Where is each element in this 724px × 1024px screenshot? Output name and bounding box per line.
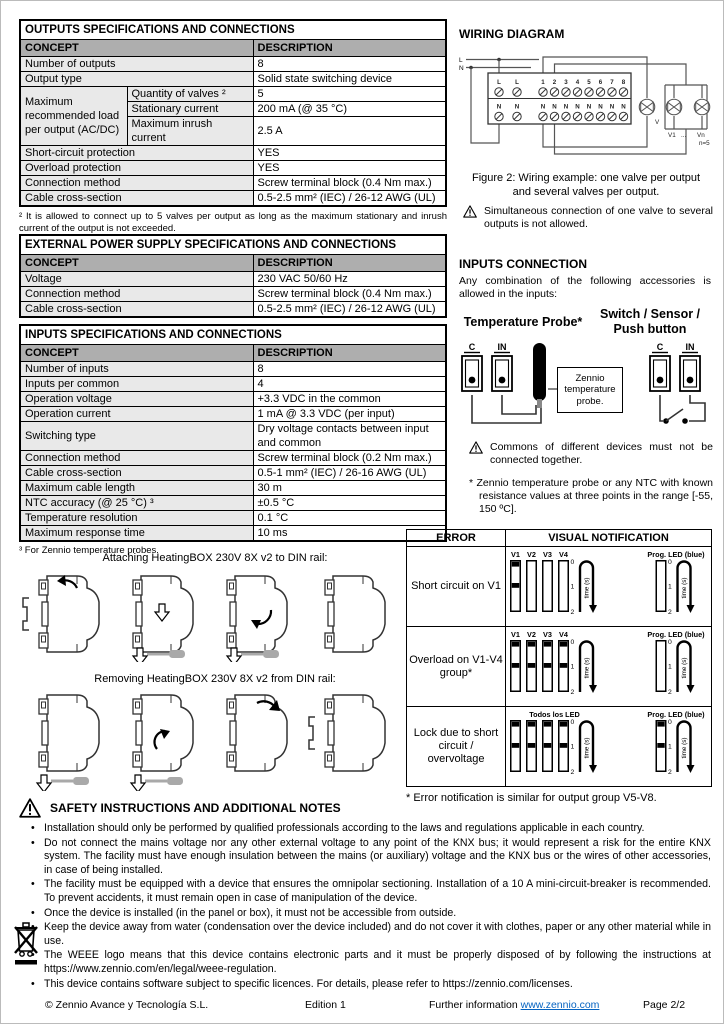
spec-cell: Maximum recommended load per output (AC/DC) — [20, 87, 127, 146]
table-row — [20, 451, 446, 466]
din-remove-figure — [19, 687, 407, 791]
spec-cell: 4 — [253, 377, 446, 392]
outputs-footnote: ² It is allowed to connect up to 5 valves per output as long as the maximum stationary and inrush current of the output is not exceeded. — [19, 211, 447, 234]
svg-text:N: N — [586, 103, 592, 111]
svg-text:time (s): time (s) — [681, 577, 688, 599]
spec-cell: ±0.5 °C — [253, 496, 446, 511]
spec-cell: Quantity of valves ² — [127, 87, 253, 102]
spec-cell: Voltage — [20, 272, 253, 287]
wiring-diagram-figure — [459, 47, 713, 165]
led-diagram-prog — [645, 629, 707, 704]
n5-label: n=5 — [699, 140, 710, 147]
right-column — [459, 1, 713, 521]
warning-triangle-icon — [463, 205, 477, 218]
svg-text:L: L — [497, 79, 501, 86]
svg-text:2: 2 — [570, 689, 575, 696]
svg-text:V2: V2 — [527, 550, 536, 559]
warning-triangle-icon — [19, 798, 41, 818]
safety-bullet: • This device contains software subject to specific licences. For details, please refer to https://zennio.com/licenses. — [31, 978, 711, 992]
n-feed-label: N — [459, 65, 464, 72]
table-row — [20, 496, 446, 511]
spec-cell: 1 mA @ 3.3 VDC (per input) — [253, 407, 446, 422]
svg-text:1: 1 — [570, 663, 575, 671]
spec-cell: YES — [253, 146, 446, 161]
spec-cell: +3.3 VDC in the common — [253, 392, 446, 407]
din-device — [227, 576, 287, 652]
svg-text:0: 0 — [668, 559, 672, 566]
svg-text:2: 2 — [668, 689, 672, 696]
svg-text:4: 4 — [575, 79, 580, 86]
svg-text:1: 1 — [541, 79, 545, 86]
safety-heading: SAFETY INSTRUCTIONS AND ADDITIONAL NOTES — [50, 801, 341, 815]
din-rail-profile — [23, 598, 29, 630]
spec-cell: Maximum response time — [20, 526, 253, 542]
spec-cell: 8 — [253, 57, 446, 72]
error-label: Short circuit on V1 — [407, 547, 506, 627]
wiring-warning-note: Simultaneous connection of one valve to several outputs is not allowed. — [463, 205, 713, 231]
valve-v1-label: V1 — [668, 132, 676, 139]
table-row — [20, 481, 446, 496]
din-rail-section — [19, 552, 411, 796]
column-header: DESCRIPTION — [253, 40, 446, 57]
temperature-probe-title: Temperature Probe* — [463, 315, 583, 329]
svg-text:2: 2 — [570, 609, 575, 616]
column-header: CONCEPT — [20, 345, 253, 362]
table-row — [20, 302, 446, 318]
table-row — [20, 466, 446, 481]
spec-cell: Stationary current — [127, 102, 253, 117]
safety-bullet: • Installation should only be performed by qualified professionals according to the laws and regulations applicable in each country. — [31, 822, 711, 836]
error-notification-table — [406, 529, 712, 787]
screw-terminal-icon — [492, 356, 512, 391]
inputs-connection-intro: Any combination of the following accessories is allowed in the inputs: — [459, 275, 711, 300]
table-row — [407, 547, 712, 627]
table-row — [20, 407, 446, 422]
svg-text:3: 3 — [564, 79, 568, 86]
error-notification-section — [406, 529, 714, 804]
din-device — [39, 695, 99, 771]
zennio-website-link[interactable]: www.zennio.com — [520, 999, 600, 1011]
wiring-diagram-heading: WIRING DIAGRAM — [459, 27, 565, 41]
spec-cell: 200 mA (@ 35 °C) — [253, 102, 446, 117]
spec-cell: Connection method — [20, 451, 253, 466]
din-attach-caption: Attaching HeatingBOX 230V 8X v2 to DIN rail: — [102, 552, 328, 564]
inputs-spec-section — [19, 324, 447, 557]
error-label: Overload on V1-V4 group* — [407, 627, 506, 707]
safety-bullet: • The WEEE logo means that this device contains electronic parts and it must be properly disposed of by following the instructions at https://www.zennio.com/en/legal/weee-regulation. — [31, 949, 711, 976]
safety-bullet: • The facility must be equipped with a device that ensures the omnipolar sectioning. Installation of a 10 A mini-circuit-breaker is recommended. To prevent accidents, it must remain open in case of manipulation of the device. — [31, 878, 711, 905]
power-table-title: EXTERNAL POWER SUPPLY SPECIFICATIONS AND CONNECTIONS — [20, 235, 446, 255]
table-row — [407, 707, 712, 787]
switch-contact — [682, 418, 688, 424]
led-diagram-valves — [510, 549, 599, 624]
spec-cell: Temperature resolution — [20, 511, 253, 526]
svg-text:V1: V1 — [511, 550, 520, 559]
table-row — [20, 161, 446, 176]
spec-cell: NTC accuracy (@ 25 °C) ³ — [20, 496, 253, 511]
table-row — [20, 146, 446, 161]
spec-cell: Screw terminal block (0.2 Nm max.) — [253, 451, 446, 466]
svg-text:0: 0 — [570, 639, 575, 646]
probe-footnote: * Zennio temperature probe or any NTC with known resistance values at three points in the range [-55, 150 ºC]. — [469, 477, 713, 515]
spec-cell: Cable cross-section — [20, 191, 253, 207]
probe-box-label: Zennio temperature probe. — [557, 367, 623, 413]
spec-cell: Cable cross-section — [20, 302, 253, 318]
svg-text:time (s): time (s) — [681, 657, 688, 679]
c-terminal-label: C — [468, 342, 476, 352]
svg-text:2: 2 — [668, 769, 672, 776]
safety-bullet-list — [19, 822, 711, 991]
spec-cell: 5 — [253, 87, 446, 102]
svg-text:time (s): time (s) — [583, 737, 591, 759]
svg-text:2: 2 — [570, 769, 575, 776]
spec-cell: Screw terminal block (0.4 Nm max.) — [253, 287, 446, 302]
svg-text:V2: V2 — [527, 630, 536, 639]
svg-text:V4: V4 — [559, 550, 568, 559]
screw-terminal-icon — [650, 356, 670, 391]
table-row — [20, 377, 446, 392]
outputs-spec-table — [19, 19, 447, 207]
spec-cell: 2.5 A — [253, 117, 446, 146]
table-row — [20, 392, 446, 407]
svg-text:V3: V3 — [543, 630, 552, 639]
svg-text:time (s): time (s) — [583, 657, 591, 679]
svg-text:6: 6 — [598, 79, 603, 86]
spec-cell: Connection method — [20, 287, 253, 302]
table-row — [20, 176, 446, 191]
inputs-connection-heading: INPUTS CONNECTION — [459, 257, 588, 271]
probe-icon — [533, 343, 546, 401]
svg-text:7: 7 — [610, 79, 614, 86]
spec-cell: 0.5-1 mm² (IEC) / 26-16 AWG (UL) — [253, 466, 446, 481]
spec-cell: Output type — [20, 72, 253, 87]
spec-cell: Connection method — [20, 176, 253, 191]
footer-further-info: Further information www.zennio.com — [429, 999, 600, 1011]
spec-cell: 230 VAC 50/60 Hz — [253, 272, 446, 287]
spec-cell: 0.1 °C — [253, 511, 446, 526]
svg-text:N: N — [575, 103, 580, 111]
spec-cell: Operation current — [20, 407, 253, 422]
valve-v-label: V — [655, 119, 660, 126]
outputs-table-title: OUTPUTS SPECIFICATIONS AND CONNECTIONS — [20, 20, 446, 40]
valve-icon — [694, 99, 709, 114]
svg-text:N: N — [514, 103, 520, 111]
screw-terminal-icon — [680, 356, 700, 391]
svg-text:V1: V1 — [511, 630, 520, 639]
svg-text:8: 8 — [621, 79, 626, 86]
led-diagram-prog — [645, 709, 707, 784]
din-rail-profile — [309, 717, 315, 749]
spec-cell: 10 ms — [253, 526, 446, 542]
weee-bin-icon — [13, 921, 39, 967]
spec-cell: 30 m — [253, 481, 446, 496]
svg-text:0: 0 — [668, 639, 672, 646]
spec-cell: 0.5-2.5 mm² (IEC) / 26-12 AWG (UL) — [253, 191, 446, 207]
svg-text:time (s): time (s) — [681, 737, 688, 759]
spec-cell: Short-circuit protection — [20, 146, 253, 161]
svg-text:N: N — [621, 103, 626, 111]
safety-bullet: • Keep the device away from water (condensation over the device included) and do not cover it with clothes, paper or any other material while in use. — [31, 921, 711, 948]
column-header: CONCEPT — [20, 255, 253, 272]
table-row — [20, 287, 446, 302]
column-header: DESCRIPTION — [253, 255, 446, 272]
spec-cell: Number of inputs — [20, 362, 253, 377]
svg-text:5: 5 — [587, 79, 591, 86]
spec-cell: Cable cross-section — [20, 466, 253, 481]
spec-cell: Number of outputs — [20, 57, 253, 72]
table-row — [20, 72, 446, 87]
svg-text:V3: V3 — [543, 550, 552, 559]
svg-text:N: N — [540, 103, 546, 111]
commons-warning-note: Commons of different devices must not be connected together. — [469, 441, 713, 467]
svg-text:1: 1 — [570, 743, 575, 751]
power-spec-section — [19, 234, 447, 318]
svg-text:Todos los LED: Todos los LED — [529, 710, 580, 719]
svg-text:N: N — [552, 103, 557, 111]
accessory-headings — [459, 307, 713, 337]
spec-cell: Maximum inrush current — [127, 117, 253, 146]
svg-text:N: N — [609, 103, 615, 111]
footer-page-number: Page 2/2 — [643, 999, 686, 1011]
spec-cell: Switching type — [20, 422, 253, 451]
footer-copyright: © Zennio Avance y Tecnología S.L. — [45, 999, 209, 1011]
svg-text:1: 1 — [668, 663, 672, 671]
svg-text:0: 0 — [570, 719, 575, 726]
table-row — [20, 57, 446, 72]
led-diagram-prog — [645, 549, 707, 624]
svg-text:Prog. LED (blue): Prog. LED (blue) — [647, 630, 705, 639]
led-diagram-valves — [510, 629, 599, 704]
svg-text:V4: V4 — [559, 630, 568, 639]
spec-cell: Screw terminal block (0.4 Nm max.) — [253, 176, 446, 191]
warning-triangle-icon — [469, 441, 483, 454]
screw-terminal-icon — [462, 356, 482, 391]
visual-column-header: VISUAL NOTIFICATION — [506, 530, 712, 547]
svg-text:1: 1 — [668, 743, 672, 751]
outputs-spec-section — [19, 19, 447, 235]
error-label: Lock due to short circuit / overvoltage — [407, 707, 506, 787]
svg-text:1: 1 — [668, 583, 672, 591]
led-diagram-valves — [510, 709, 599, 784]
svg-text:2: 2 — [668, 609, 672, 616]
table-row — [20, 272, 446, 287]
svg-text:2: 2 — [552, 79, 557, 86]
svg-text:N: N — [598, 103, 603, 111]
spec-cell: Operation voltage — [20, 392, 253, 407]
spec-cell: YES — [253, 161, 446, 176]
safety-bullet: • Do not connect the mains voltage nor any other external voltage to any point of the KNX bus; it would represent a risk for the entire KNX system. The facility must have enough insulation between the mains (or auxiliary) voltage and the KNX bus or the wires of other accessories, in case of being installed. — [31, 837, 711, 878]
c-terminal-label: C — [656, 342, 664, 352]
figure2-caption: Figure 2: Wiring example: one valve per output and several valves per output. — [471, 172, 701, 198]
table-row — [407, 627, 712, 707]
spec-cell: 0.5-2.5 mm² (IEC) / 26-12 AWG (UL) — [253, 302, 446, 318]
din-device — [325, 695, 385, 771]
footer-edition: Edition 1 — [305, 999, 346, 1011]
svg-text:1: 1 — [570, 583, 575, 591]
valve-icon — [639, 99, 654, 114]
din-device — [39, 576, 99, 652]
inputs-footnote: ³ For Zennio temperature probes. — [19, 545, 159, 556]
spec-cell: Maximum cable length — [20, 481, 253, 496]
table-row — [20, 526, 446, 542]
svg-text:0: 0 — [570, 559, 575, 566]
din-device — [325, 576, 385, 652]
error-column-header: ERROR — [407, 530, 506, 547]
inputs-spec-table — [19, 324, 447, 542]
din-attach-figure — [19, 566, 407, 662]
table-row — [20, 362, 446, 377]
temperature-probe-figure — [459, 341, 627, 433]
svg-text:0: 0 — [668, 719, 672, 726]
svg-text:...: ... — [681, 132, 687, 139]
svg-text:time (s): time (s) — [583, 577, 591, 599]
spec-cell: Inputs per common — [20, 377, 253, 392]
power-spec-table — [19, 234, 447, 318]
column-header: DESCRIPTION — [253, 345, 446, 362]
valve-vn-label: Vn — [697, 132, 705, 139]
column-header: CONCEPT — [20, 40, 253, 57]
table-row — [20, 422, 446, 451]
svg-text:L: L — [515, 79, 519, 86]
switch-sensor-title: Switch / Sensor / Push button — [599, 307, 701, 336]
safety-bullet: • Once the device is installed (in the panel or box), it must not be accessible from outside. — [31, 907, 711, 921]
in-terminal-label: IN — [497, 342, 507, 352]
in-terminal-label: IN — [685, 342, 695, 352]
valve-icon — [666, 99, 681, 114]
spec-cell: Overload protection — [20, 161, 253, 176]
l-feed-label: L — [459, 57, 463, 64]
switch-figure — [637, 341, 713, 437]
table-row — [20, 191, 446, 207]
switch-lever — [666, 409, 683, 421]
table-row — [20, 87, 446, 102]
inputs-table-title: INPUTS SPECIFICATIONS AND CONNECTIONS — [20, 325, 446, 345]
spec-cell: 8 — [253, 362, 446, 377]
spec-cell: Solid state switching device — [253, 72, 446, 87]
din-remove-caption: Removing HeatingBOX 230V 8X v2 from DIN rail: — [94, 673, 336, 685]
svg-text:Prog. LED (blue): Prog. LED (blue) — [647, 550, 705, 559]
spec-cell: Dry voltage contacts between input and common — [253, 422, 446, 451]
svg-text:N: N — [563, 103, 569, 111]
error-table-footnote: * Error notification is similar for output group V5-V8. — [406, 792, 657, 804]
svg-text:N: N — [496, 103, 502, 111]
table-row — [20, 511, 446, 526]
safety-section — [19, 798, 713, 992]
svg-text:Prog. LED (blue): Prog. LED (blue) — [647, 710, 705, 719]
